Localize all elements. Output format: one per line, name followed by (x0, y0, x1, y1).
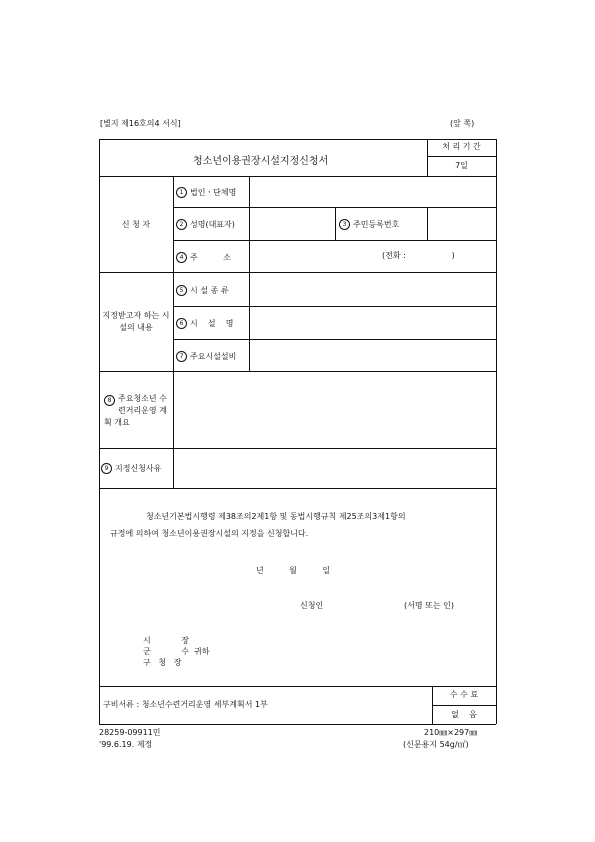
number-6-icon: 6 (176, 318, 187, 329)
facility-name-label: 6 시 설 명 (176, 318, 234, 329)
main-equipment-label: 7 주요시설설비 (176, 351, 236, 362)
page-side-label: (앞 쪽) (450, 119, 475, 128)
signature-note: (서명 또는 인) (404, 601, 454, 610)
org-name-field[interactable] (251, 179, 494, 205)
form-code: 28259-09911민 (99, 728, 161, 737)
applicant-signature-field[interactable] (340, 597, 400, 613)
frame-right (496, 139, 497, 724)
number-4-icon: 4 (176, 252, 187, 263)
paper-size: 210㎜×297㎜ (424, 728, 478, 737)
required-documents: 구비서류 : 청소년수련거리운영 세부계획서 1부 (103, 700, 268, 709)
paper-type: (신문용지 54g/㎡) (403, 740, 469, 749)
facility-type-field[interactable] (251, 275, 494, 304)
statement-line-2: 규정에 의하여 청소년이용권장시설의 지정을 신청합니다. (110, 529, 309, 538)
facility-section-label: 지정받고자 하는 시설의 내용 (102, 311, 170, 332)
frame-bottom (99, 724, 496, 725)
number-1-icon: 1 (176, 187, 187, 198)
fee-value: 없 음 (451, 710, 477, 719)
representative-name-field[interactable] (251, 210, 333, 238)
phone-label: (전화 : ) (382, 251, 455, 260)
application-date: 년 월 일 (256, 566, 331, 575)
number-9-icon: 9 (101, 463, 112, 474)
recipient-city-mayor: 시 장 (143, 636, 189, 645)
main-equipment-field[interactable] (251, 342, 494, 369)
number-5-icon: 5 (176, 285, 187, 296)
resident-number-field[interactable] (429, 210, 494, 238)
number-8-icon: 8 (104, 395, 115, 406)
number-2-icon: 2 (176, 219, 187, 230)
recipient-district-head: 구 청 장 (143, 658, 182, 667)
address-label: 4 주 소 (176, 252, 231, 263)
enactment-date: '99.6.19. 제정 (99, 740, 153, 749)
applicant-section-label: 신 청 자 (121, 220, 151, 229)
address-field[interactable] (251, 243, 494, 270)
fee-label: 수 수 료 (449, 690, 479, 699)
recipient-county-head: 군 수 귀하 (143, 647, 210, 656)
processing-period-label: 처 리 기 간 (442, 142, 481, 151)
number-3-icon: 3 (339, 219, 350, 230)
designation-reason-field[interactable] (176, 451, 494, 486)
number-7-icon: 7 (176, 351, 187, 362)
processing-period-value: 7일 (455, 161, 468, 170)
org-name-label: 1 법인ㆍ단체명 (176, 187, 236, 198)
resident-number-label: 3 주민등록번호 (339, 219, 399, 230)
representative-name-label: 2 성명(대표자) (176, 219, 235, 230)
program-plan-label: 8 주요청소년 수련거리운영 계획 개요 (104, 394, 167, 427)
facility-type-label: 5 시 설 종 류 (176, 285, 229, 296)
program-plan-field[interactable] (176, 374, 494, 446)
statement-line-1: 청소년기본법시행령 제38조의2제1항 및 동법시행규칙 제25조의3제1항의 (146, 512, 406, 521)
facility-name-field[interactable] (251, 309, 494, 337)
applicant-signature-label: 신청인 (300, 601, 324, 610)
form-title: 청소년이용권장시설지정신청서 (193, 156, 329, 167)
designation-reason-label: 9 지정신청사유 (101, 463, 161, 474)
form-reference: [별지 제16호의4 서식] (100, 119, 181, 128)
frame-top (99, 139, 496, 140)
